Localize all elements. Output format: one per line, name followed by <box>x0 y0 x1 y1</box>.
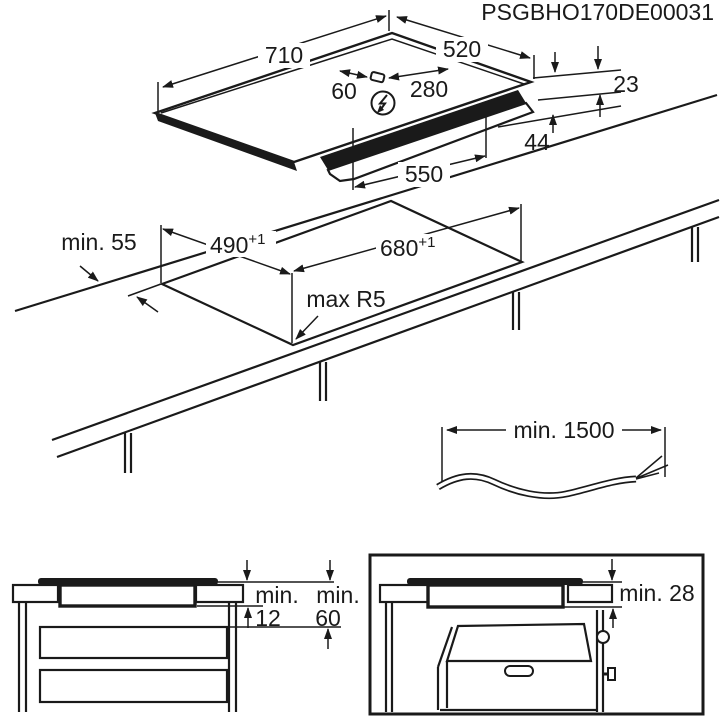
cutout-depth-label: $490^{+1}$ <box>210 231 266 258</box>
worktop-support-4 <box>692 227 698 262</box>
hob-housing-section <box>60 585 195 606</box>
cable-outline <box>438 476 636 495</box>
back-clearance-label: min. 55 <box>61 229 137 255</box>
worktop-left-section <box>13 585 58 602</box>
cabinet-right-wall <box>597 610 603 712</box>
corner-radius-label: max R5 <box>306 286 386 312</box>
oven-knob <box>608 668 615 680</box>
base-width-label: 550 <box>404 161 444 187</box>
drawer-upper <box>40 627 227 658</box>
worktop-support-3 <box>513 292 519 330</box>
hob-glass-section <box>407 578 583 585</box>
mains-cable-view <box>438 417 668 496</box>
oven-top-face <box>447 624 591 661</box>
worktop-support-2 <box>320 362 326 401</box>
oven-hinge <box>597 631 609 643</box>
gap2-prefix-label: min. <box>316 582 360 608</box>
worktop-right-section <box>568 585 612 602</box>
cable-length-label: min. 1500 <box>513 417 615 443</box>
mains-connection-box <box>370 72 385 83</box>
height-above-label: 23 <box>613 71 639 97</box>
connection-offset-left-label: 60 <box>331 78 357 104</box>
cabinet-right-wall <box>229 602 236 712</box>
back-clearance-arrow-1 <box>80 266 98 281</box>
hob-housing-section <box>428 585 563 607</box>
cabinet-left-wall <box>19 602 26 712</box>
oven-clearance-label: min. 28 <box>619 580 695 606</box>
hob-depth-label: 520 <box>442 36 482 62</box>
worktop-left-section <box>380 585 428 602</box>
ext-line-worktop-plane <box>538 92 621 100</box>
drawer-clearance-view <box>13 560 360 712</box>
cutout-edge-extension <box>128 284 161 296</box>
height-below-label: 44 <box>524 129 550 155</box>
built-in-oven <box>438 624 615 710</box>
cabinet-left-wall <box>386 602 392 712</box>
back-clearance-arrow-2 <box>137 297 158 312</box>
hob-glass-section <box>38 578 218 585</box>
worktop-right-section <box>196 585 243 602</box>
worktop-support-1 <box>125 433 131 473</box>
ext-line-glass-top <box>533 70 621 78</box>
hob-width-label: 710 <box>264 42 304 68</box>
cable-wire-ends <box>636 456 668 479</box>
gap2-value-label: 60 <box>315 605 341 631</box>
oven-clearance-view <box>370 555 703 714</box>
oven-handle <box>505 666 533 676</box>
cutout-width-label: $680^{+1}$ <box>380 234 436 261</box>
gap1-value-label: 12 <box>255 605 281 631</box>
drawer-lower <box>40 670 227 702</box>
connection-offset-right-label: 280 <box>409 76 449 102</box>
drawing-title: PSGBHO170DE00031 <box>481 0 714 25</box>
gap1-prefix-label: min. <box>255 582 299 608</box>
